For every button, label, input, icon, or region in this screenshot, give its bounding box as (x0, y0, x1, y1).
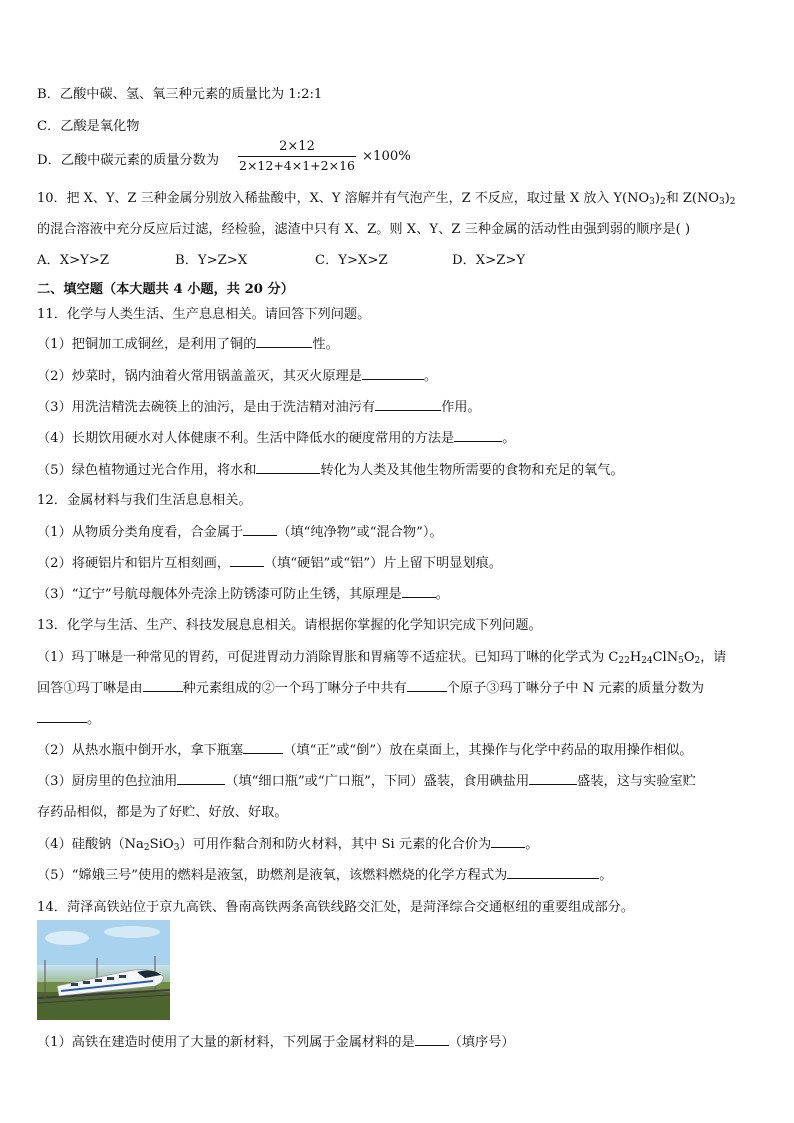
q11-2-text: （2）炒菜时，锅内油着火常用锅盖盖灭，其灭火原理是 (37, 369, 362, 384)
q10-and: 和 Z(NO (665, 191, 719, 206)
answer-blank[interactable] (256, 335, 312, 348)
q10-option-a: A．X>Y>Z (37, 253, 110, 268)
q14-part-1 (37, 1031, 515, 1050)
mass-fraction-formula (238, 138, 356, 175)
q11-part-4 (37, 427, 515, 446)
section-heading (37, 278, 294, 297)
q12-part-2 (37, 552, 502, 571)
subscript: 22 (618, 656, 630, 666)
q10-line-2 (37, 218, 690, 237)
q11-2-end: 。 (423, 369, 438, 384)
option-b-text: B．乙酸中碳、氢、氧三种元素的质量比为 1:2:1 (37, 87, 323, 102)
q10-line-1 (37, 187, 736, 207)
subscript: 2 (729, 197, 736, 207)
answer-blank[interactable] (407, 679, 447, 692)
q12-1-text: （1）从物质分类角度看，合金属于 (37, 525, 244, 540)
q14-stem (37, 896, 634, 915)
q11-text: 11．化学与人类生活、生产息息相关。请回答下列问题。 (37, 307, 371, 322)
q12-3-end: 。 (435, 587, 449, 602)
answer-blank[interactable] (143, 679, 183, 692)
option-b-line (37, 83, 322, 102)
fraction-denominator: 2×12+4×1+2×16 (239, 158, 355, 173)
q13-1-text-2: 回答①玛丁啉是由 (37, 681, 143, 696)
q13-3-text-3: 盛装，这与实验室贮 (577, 774, 696, 789)
formula-sio: SiO (149, 837, 174, 852)
answer-blank[interactable] (243, 741, 283, 754)
formula-o: O (683, 650, 695, 665)
q11-5-end: 转化为人类及其他生物所需要的食物和充足的氧气。 (320, 463, 624, 478)
q11-1-text: （1）把铜加工成铜丝，是利用了铜的 (37, 337, 257, 352)
q11-part-3 (37, 396, 481, 415)
q13-part-3-line-1 (37, 770, 696, 789)
subscript: 2 (694, 656, 701, 666)
q13-stem (37, 614, 542, 633)
q12-part-3 (37, 583, 449, 602)
q13-part-5 (37, 864, 612, 883)
subscript: 3 (649, 197, 655, 207)
q11-1-end: 性。 (312, 337, 339, 352)
formula-h: H (629, 650, 642, 665)
q10-option-c: C．Y>X>Z (315, 253, 388, 268)
fraction-numerator: 2×12 (279, 139, 315, 154)
q12-2-end: （填“硬铝”或“铝”）片上留下明显划痕。 (264, 556, 502, 571)
answer-blank[interactable] (177, 772, 225, 785)
option-d-text: D．乙酸中碳元素的质量分数为 (37, 153, 220, 168)
q11-4-end: 。 (502, 431, 516, 446)
q13-text: 13．化学与生活、生产、科技发展息息相关。请根据你掌握的化学知识完成下列问题。 (37, 618, 542, 633)
q12-text: 12．金属材料与我们生活息息相关。 (37, 493, 252, 508)
q14-text: 14．菏泽高铁站位于京九高铁、鲁南高铁两条高铁线路交汇处，是菏泽综合交通枢纽的重要组成部分。 (37, 900, 635, 915)
subscript: 5 (678, 656, 684, 666)
subscript: 24 (641, 656, 653, 666)
q14-1-text: （1）高铁在建造时使用了大量的新材料，下列属于金属材料的是 (37, 1035, 415, 1050)
q13-5-text: （5）“嫦娥三号”使用的燃料是液氢，助燃剂是液氧，该燃料燃烧的化学方程式为 (37, 868, 508, 883)
answer-blank[interactable] (362, 367, 424, 380)
answer-blank[interactable] (507, 866, 599, 879)
formula-cln: ClN (652, 650, 679, 665)
q10-text-1: 10．把 X、Y、Z 三种金属分别放入稀盐酸中，X、Y 溶解并有气泡产生，Z 不反应，取过量 X 放入 Y(NO (37, 191, 650, 206)
answer-blank[interactable] (375, 398, 441, 411)
q13-part-2 (37, 739, 693, 758)
q12-3-text: （3）“辽宁”号航母舰体外壳涂上防锈漆可防止生锈，其原理是 (37, 587, 402, 602)
subscript: 3 (173, 843, 180, 853)
answer-blank[interactable] (529, 772, 577, 785)
subscript: 2 (659, 197, 666, 207)
q13-5-end: 。 (599, 868, 613, 883)
q13-1-tail: ，请 (700, 650, 727, 665)
q13-1-text-4: 个原子③玛丁啉分子中 N 元素的质量分数为 (446, 681, 704, 696)
q12-part-1 (37, 521, 443, 540)
q10-option-d: D．X>Z>Y (452, 253, 526, 268)
percent-suffix (362, 149, 411, 164)
answer-blank[interactable] (256, 461, 320, 474)
answer-blank[interactable] (454, 429, 502, 442)
q11-stem (37, 303, 370, 322)
q13-1-text-3: 种元素组成的②一个玛丁啉分子中共有 (182, 681, 407, 696)
q14-1-end: （填序号） (448, 1035, 515, 1050)
q13-part-1-line-2 (37, 677, 704, 696)
q11-5-text: （5）绿色植物通过光合作用，将水和 (37, 463, 257, 478)
q10-paren: ) (724, 191, 730, 206)
q10-option-b: B．Y>Z>X (175, 253, 248, 268)
q12-1-end: （填“纯净物”或“混合物”）。 (277, 525, 443, 540)
q13-3-text-4: 存药品相似，都是为了好贮、好放、好取。 (37, 805, 288, 820)
percent-text: ×100% (362, 149, 411, 164)
q11-3-end: 作用。 (441, 400, 481, 415)
option-c-line (37, 115, 139, 134)
q13-3-text: （3）厨房里的色拉油用 (37, 774, 178, 789)
q13-1-end: 。 (87, 712, 101, 727)
answer-blank[interactable] (230, 554, 264, 567)
subscript: 3 (718, 197, 725, 207)
q13-part-4 (37, 833, 538, 853)
q13-2-end: （填“正”或“倒”）放在桌面上，其操作与化学中药品的取用操作相似。 (283, 743, 693, 758)
q13-4-text-2: ）可用作黏合剂和防火材料，其中 Si 元素的化合价为 (179, 837, 492, 852)
q11-part-2 (37, 365, 437, 384)
train-illustration (37, 920, 170, 1020)
option-c-text: C．乙酸是氧化物 (37, 119, 140, 134)
subscript: 2 (143, 843, 150, 853)
q13-part-3-line-2 (37, 801, 288, 820)
q12-stem (37, 489, 252, 508)
q10-text-2: 的混合溶液中充分反应后过滤，经检验，滤渣中只有 X、Z。则 X、Y、Z 三种金属的活动性由强到弱的顺序是( ) (37, 222, 691, 237)
high-speed-train-photo (37, 920, 170, 1020)
section-title: 二、填空题（本大题共 4 小题，共 20 分） (37, 282, 294, 297)
q13-2-text: （2）从热水瓶中倒开水，拿下瓶塞 (37, 743, 244, 758)
q10-paren: ) (654, 191, 660, 206)
answer-blank[interactable] (491, 835, 525, 848)
q13-4-end: 。 (525, 837, 539, 852)
q13-1-text: （1）玛丁啉是一种常见的胃药，可促进胃动力消除胃胀和胃痛等不适症状。已知玛丁啉的化学式为 C (37, 650, 619, 665)
answer-blank[interactable] (243, 523, 277, 536)
q13-3-text-2: （填“细口瓶”或“广口瓶”，下同）盛装，食用碘盐用 (225, 774, 530, 789)
q13-part-1-line-3 (37, 708, 100, 727)
answer-blank[interactable] (415, 1033, 449, 1046)
q13-4-text: （4）硅酸钠（Na (37, 837, 144, 852)
option-d-line (37, 149, 219, 168)
q12-2-text: （2）将硬铝片和铝片互相刻画， (37, 556, 231, 571)
answer-blank[interactable] (402, 585, 436, 598)
q11-part-5 (37, 459, 624, 478)
answer-blank[interactable] (37, 710, 87, 723)
q11-4-text: （4）长期饮用硬水对人体健康不利。生活中降低水的硬度常用的方法是 (37, 431, 455, 446)
q11-part-1 (37, 333, 339, 352)
q13-part-1-line-1 (37, 646, 726, 666)
q11-3-text: （3）用洗洁精洗去碗筷上的油污，是由于洗洁精对油污有 (37, 400, 376, 415)
